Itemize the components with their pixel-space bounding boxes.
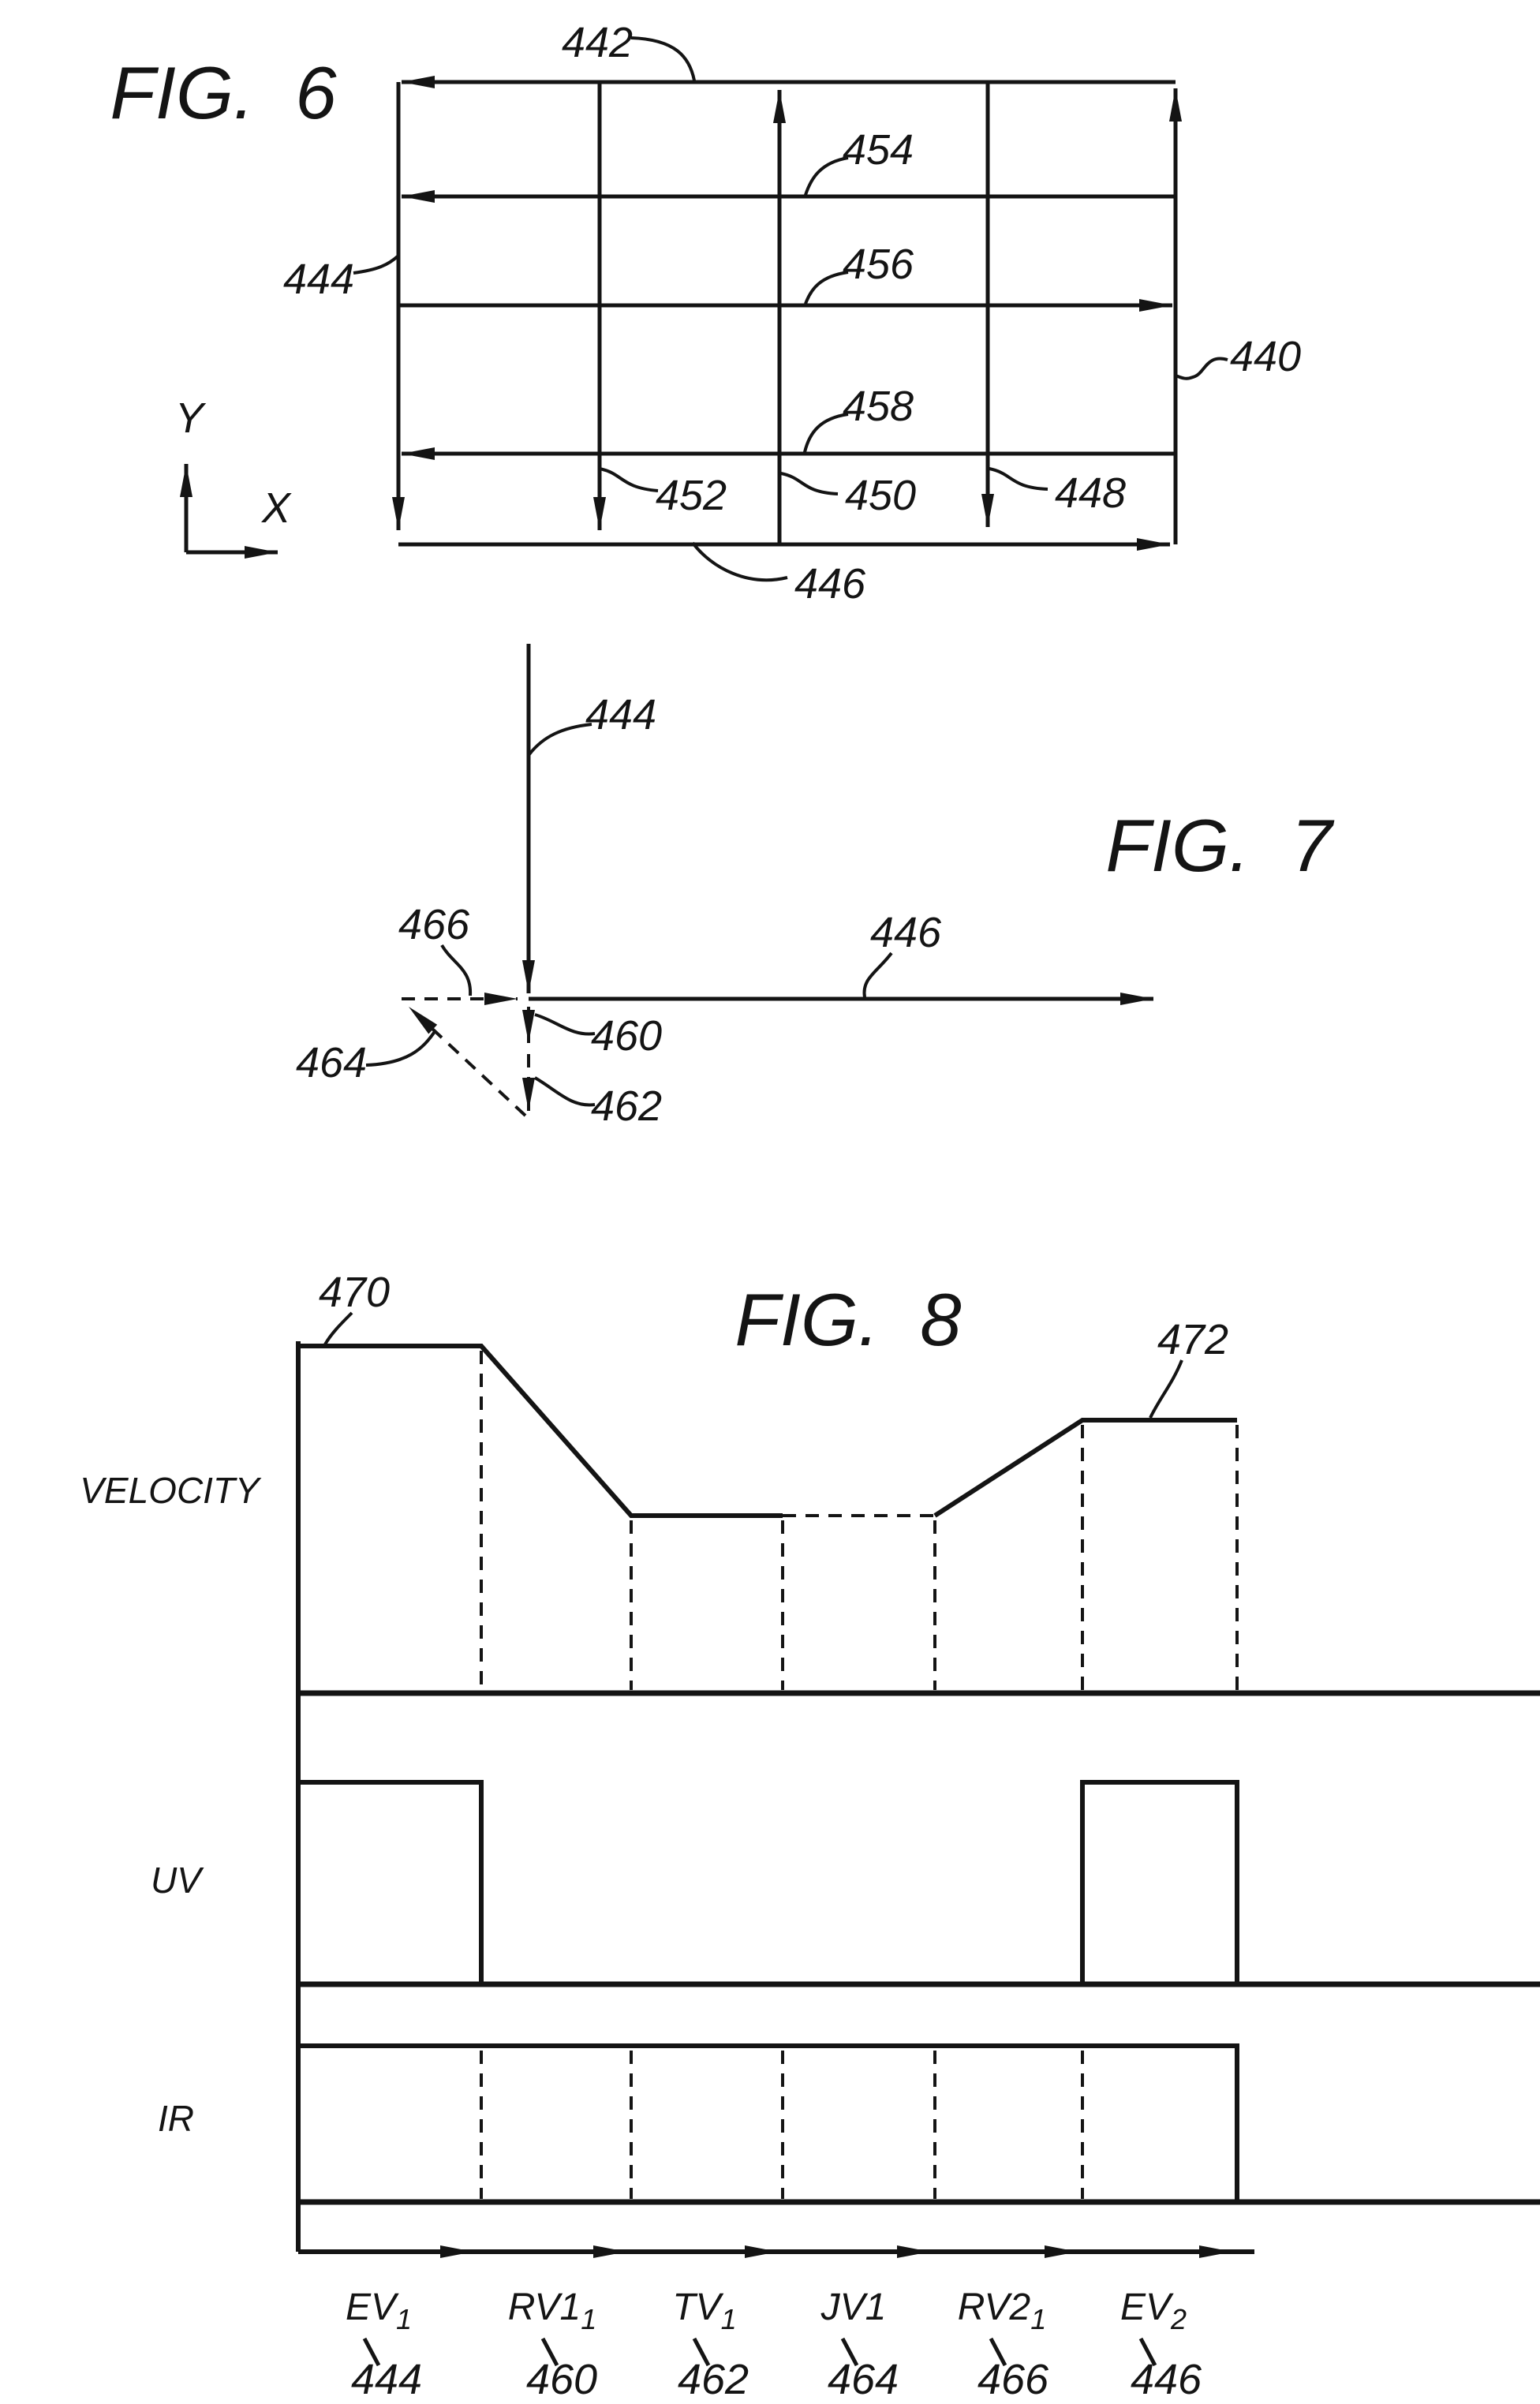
fig8-segment-5-base: EV [1119, 2286, 1171, 2328]
fig6-ref-label-440: 440 [1229, 333, 1302, 380]
fig6-ref-label-448: 448 [1054, 469, 1127, 517]
fig7-leader-462 [535, 1078, 595, 1105]
fig7-leader-464 [366, 1030, 435, 1065]
fig8-segment-ref-4: 466 [977, 2356, 1049, 2403]
fig8-uv-pulse-1 [298, 1782, 481, 1983]
fig8-uv-label: UV [151, 1860, 201, 1901]
fig8-ir-track [158, 2046, 1540, 2202]
fig8-uv-pulse-2 [1082, 1782, 1237, 1983]
fig7-ref-label-462: 462 [590, 1082, 663, 1130]
fig6-ref-label-458: 458 [842, 383, 914, 430]
fig7-vectors [402, 644, 1153, 1116]
fig6-leader-448 [989, 469, 1048, 489]
fig8-leader-470 [325, 1313, 352, 1344]
figure-7 [296, 644, 1335, 1130]
fig6-ref-label-456: 456 [842, 241, 914, 288]
fig8-uv-track [151, 1782, 1540, 1984]
fig8-velocity-profile-start [298, 1346, 783, 1516]
fig7-leader-460 [535, 1015, 595, 1034]
fig6-x-axis-label: X [261, 484, 291, 532]
fig8-segment-label-5 [1120, 2286, 1187, 2335]
fig6-ref-label-444: 444 [282, 256, 355, 303]
fig8-segment-0-sub: 1 [396, 2303, 413, 2335]
fig8-segment-ref-3: 464 [827, 2356, 899, 2403]
fig8-segment-label-1 [508, 2286, 597, 2335]
fig6-ref-label-452: 452 [655, 472, 727, 519]
fig6-leader-456 [806, 272, 848, 304]
fig7-leader-446 [864, 953, 891, 997]
fig6-leader-458 [805, 414, 848, 452]
fig6-leader-444 [353, 256, 398, 273]
fig8-segment-ref-5: 446 [1130, 2356, 1202, 2403]
fig7-ref-label-444: 444 [585, 691, 657, 738]
fig8-segment-3-base: JV1 [820, 2286, 887, 2328]
fig8-segment-ref-0: 444 [350, 2356, 423, 2403]
fig7-ref-label-466: 466 [398, 901, 470, 948]
fig6-leader-454 [806, 158, 848, 195]
fig6-leader-452 [600, 469, 658, 491]
fig8-segment-2-sub: 1 [720, 2303, 737, 2335]
fig8-segment-label-4 [958, 2286, 1047, 2335]
fig8-velocity-profile-end [935, 1420, 1237, 1516]
figure-6 [110, 19, 1301, 608]
fig7-leader-466 [442, 945, 470, 996]
fig7-ref-label-460: 460 [590, 1012, 663, 1060]
fig8-segment-label-2 [672, 2286, 736, 2335]
fig8-segment-label-3 [820, 2286, 887, 2328]
fig8-ir-high-level [298, 2046, 1237, 2200]
fig8-segment-2-base: TV [672, 2286, 721, 2328]
figure-8 [80, 1269, 1540, 2403]
fig6-title: FIG. 6 [110, 51, 337, 134]
fig8-segment-4-base: RV2 [957, 2286, 1031, 2328]
fig6-leader-440 [1176, 358, 1228, 378]
fig7-title: FIG. 7 [1105, 804, 1333, 887]
fig8-segment-ref-1: 460 [525, 2356, 598, 2403]
fig6-leader-442 [631, 38, 694, 80]
fig6-leader-450 [781, 473, 838, 494]
fig6-y-axis-label: Y [174, 394, 204, 442]
fig7-dashed-vector-diagonal-464 [409, 1007, 525, 1116]
fig8-ir-label: IR [158, 2098, 194, 2139]
fig8-ref-label-472: 472 [1157, 1316, 1229, 1363]
fig8-segment-0-base: EV [345, 2286, 396, 2328]
fig7-ref-label-464: 464 [295, 1039, 368, 1086]
fig8-segment-label-0 [346, 2286, 412, 2335]
fig8-segment-ref-2: 462 [677, 2356, 749, 2403]
fig8-leader-472 [1150, 1360, 1182, 1418]
fig6-ref-label-442: 442 [561, 19, 634, 66]
fig8-title: FIG. 8 [734, 1278, 962, 1361]
fig6-leader-446 [693, 543, 787, 580]
fig7-ref-label-446: 446 [869, 909, 942, 956]
fig6-ref-label-446: 446 [794, 560, 866, 608]
fig6-ref-label-450: 450 [844, 472, 917, 519]
fig6-xy-axis-icon [175, 394, 292, 552]
fig8-segment-1-sub: 1 [581, 2303, 597, 2335]
fig8-segment-4-sub: 1 [1030, 2303, 1047, 2335]
fig8-velocity-label: VELOCITY [80, 1470, 260, 1511]
fig7-leader-444 [529, 724, 592, 754]
fig8-segment-labels [346, 2286, 1202, 2403]
fig6-ref-label-454: 454 [842, 126, 914, 174]
fig8-ref-label-470: 470 [318, 1269, 391, 1316]
fig8-segment-1-base: RV1 [507, 2286, 581, 2328]
fig8-segment-5-sub: 2 [1171, 2303, 1187, 2335]
